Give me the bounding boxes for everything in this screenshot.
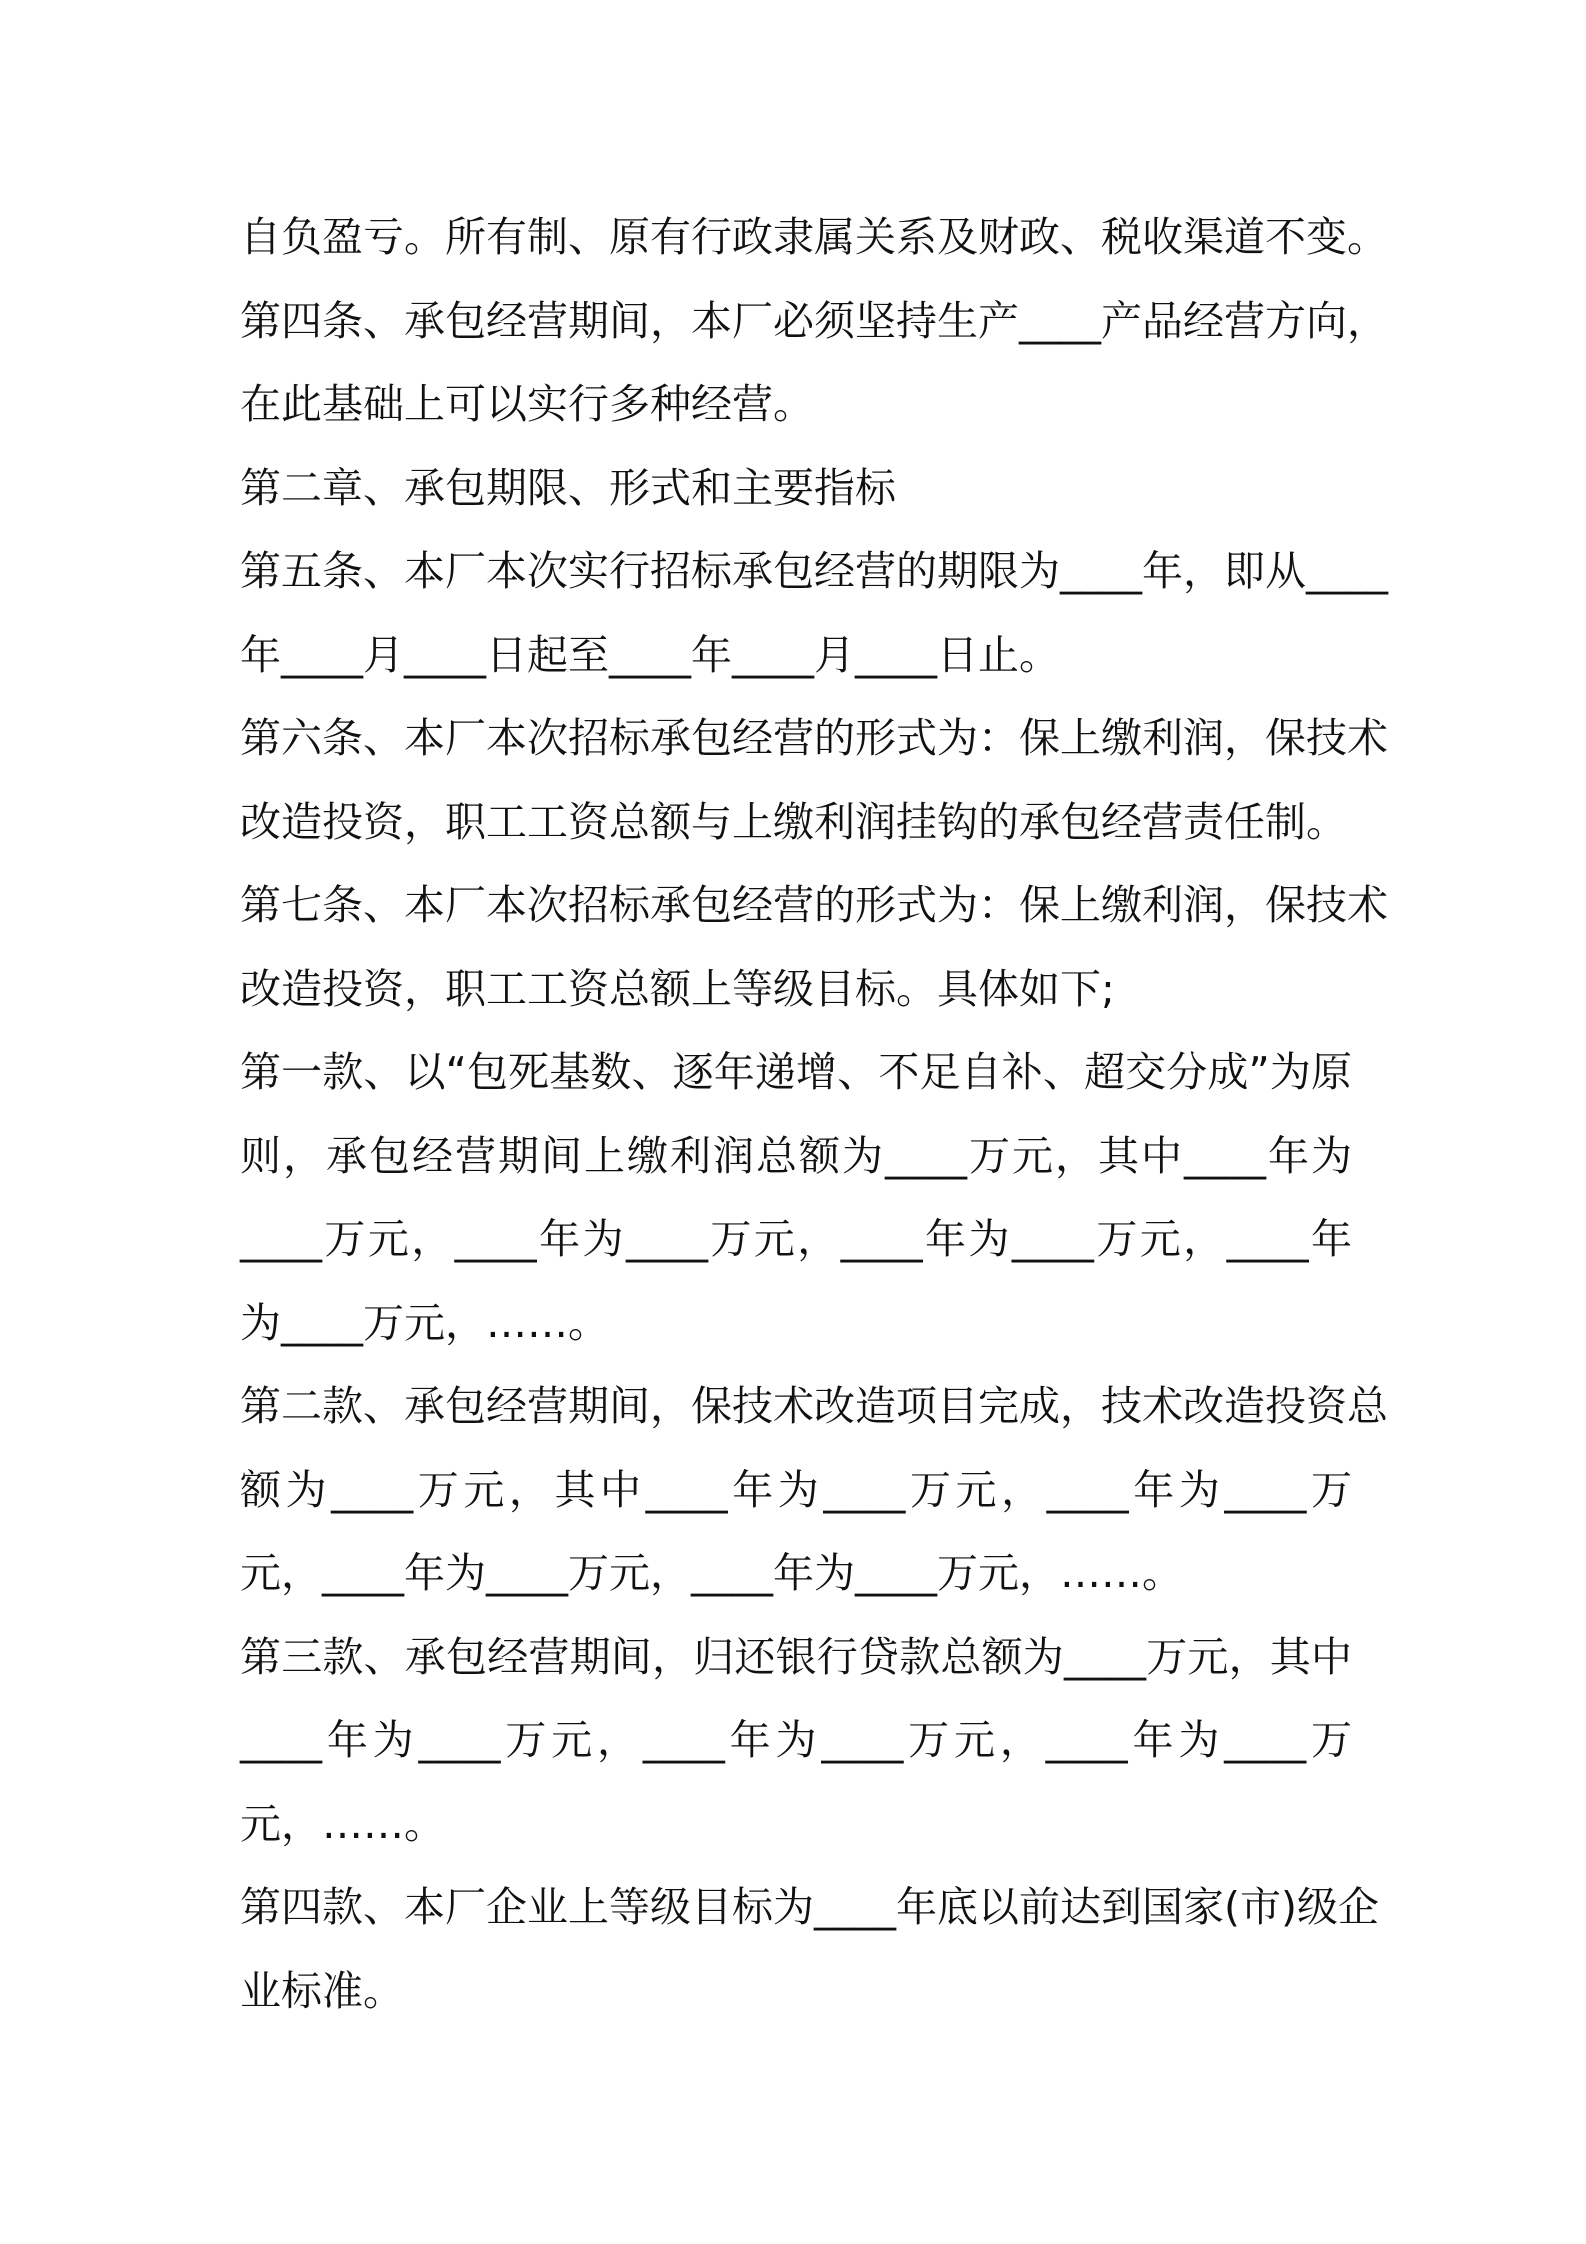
text-line: 第五条、本厂本次实行招标承包经营的期限为____年，即从____ [240,547,1388,595]
text-line: 自负盈亏。所有制、原有行政隶属关系及财政、税收渠道不变。 [240,213,1388,261]
text-line: ____年为____万元，____年为____万元，____年为____万 [240,1716,1352,1764]
text-line: 为____万元，……。 [240,1298,609,1347]
text-line: 在此基础上可以实行多种经营。 [240,380,814,428]
text-line: 改造投资，职工工资总额上等级目标。具体如下; [240,964,1115,1013]
text-line: 改造投资，职工工资总额与上缴利润挂钩的承包经营责任制。 [240,797,1347,846]
text-line: 业标准。 [240,1966,404,2015]
text-line: 元，……。 [240,1799,445,1848]
text-line: 第一款、以“包死基数、逐年递增、不足自补、超交分成”为原 [240,1048,1352,1096]
text-line: 则，承包经营期间上缴利润总额为____万元，其中____年为 [240,1131,1352,1180]
text-line: 年____月____日起至____年____月____日止。 [240,630,1060,679]
text-line: 第四条、承包经营期间，本厂必须坚持生产____产品经营方向， [240,296,1388,345]
text-line: 第三款、承包经营期间，归还银行贷款总额为____万元，其中 [240,1632,1352,1681]
text-line: 元，____年为____万元，____年为____万元，……。 [240,1549,1183,1597]
text-line: 额为____万元，其中____年为____万元，____年为____万 [240,1465,1352,1514]
chapter-heading: 第二章、承包期限、形式和主要指标 [240,463,896,512]
text-line: ____万元，____年为____万元，____年为____万元，____年 [240,1215,1352,1263]
text-line: 第六条、本厂本次招标承包经营的形式为：保上缴利润，保技术 [240,714,1388,762]
text-line: 第七条、本厂本次招标承包经营的形式为：保上缴利润，保技术 [240,881,1388,929]
document-body [240,196,1388,2033]
text-line: 第四款、本厂企业上等级目标为____年底以前达到国家(市)级企 [240,1883,1379,1931]
text-line: 第二款、承包经营期间，保技术改造项目完成，技术改造投资总 [240,1382,1388,1430]
